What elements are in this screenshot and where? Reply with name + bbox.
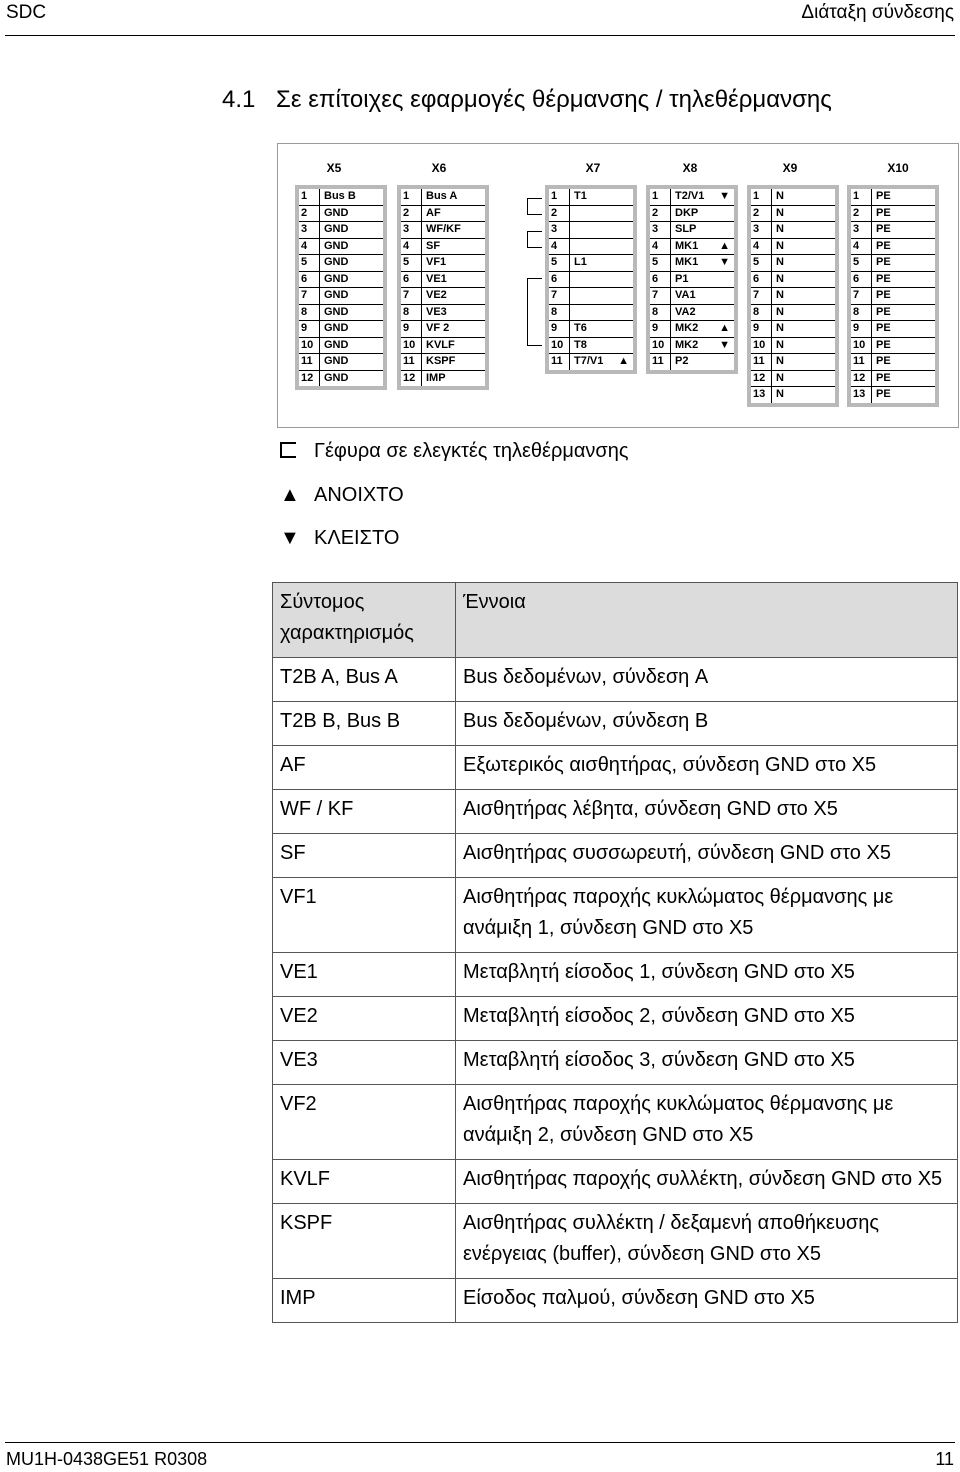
terminal-pin-number: 6	[851, 272, 872, 288]
footer-divider	[5, 1442, 955, 1443]
abbreviation-table	[272, 582, 958, 1323]
terminal-pin-number: 11	[751, 354, 772, 370]
terminal-pin-label: GND	[324, 272, 349, 285]
terminal-pin-label: IMP	[426, 371, 446, 384]
terminal-pin-number: 2	[299, 206, 320, 222]
terminal-pin-number: 8	[549, 305, 570, 321]
terminal-row	[401, 354, 485, 371]
terminal-pin-label: P2	[675, 355, 689, 367]
legend-bridge	[280, 440, 629, 463]
meaning-cell: Αισθητήρας παροχής κυκλώματος θέρμανσης με ανάμιξη 2, σύνδεση GND στο X5	[456, 1085, 958, 1160]
terminal-pin-number: 11	[650, 354, 671, 370]
terminal-pin-number: 3	[751, 222, 772, 238]
terminal-row	[299, 371, 383, 387]
terminal-row	[851, 354, 935, 371]
terminal-pin-label: Bus A	[426, 190, 458, 202]
terminal-pin-label: VE3	[426, 305, 447, 318]
terminal-pin-label	[570, 272, 633, 288]
terminal-pin-number: 8	[401, 305, 422, 321]
terminal-row	[751, 189, 835, 206]
terminal-pin-label: MK2	[675, 338, 699, 351]
terminal-row	[549, 338, 633, 355]
terminal-pin-number: 7	[401, 288, 422, 304]
terminal-pin-label	[570, 305, 633, 321]
terminal-pin-label	[570, 222, 633, 238]
terminal-pin-label: MK1	[675, 239, 699, 252]
terminal-row	[299, 222, 383, 239]
terminal-pin-label: T2/V1	[675, 190, 705, 202]
terminal-row	[401, 255, 485, 272]
terminal-pin-label: N	[776, 223, 784, 235]
terminal-row	[751, 272, 835, 289]
terminal-row	[401, 189, 485, 206]
terminal-row	[549, 272, 633, 289]
terminal-pin-label	[570, 206, 633, 222]
terminal-pin-number: 11	[851, 354, 872, 370]
meaning-cell: Μεταβλητή είσοδος 2, σύνδεση GND στο X5	[456, 997, 958, 1041]
terminal-pin-label: N	[776, 289, 784, 301]
terminal-block-x5	[295, 185, 387, 390]
table-row	[273, 1160, 958, 1204]
terminal-pin-label: P1	[675, 272, 689, 285]
terminal-pin-label: N	[776, 206, 784, 219]
terminal-pin-number: 9	[401, 321, 422, 337]
terminal-pin-label: PE	[876, 256, 891, 268]
terminal-row	[650, 239, 734, 256]
terminal-pin-label: Bus B	[324, 190, 356, 202]
terminal-pin-label: SF	[426, 239, 441, 252]
terminal-pin-number: 10	[851, 338, 872, 354]
terminal-row	[401, 222, 485, 239]
legend-open	[280, 484, 404, 507]
terminal-pin-number: 4	[851, 239, 872, 255]
terminal-row	[299, 305, 383, 322]
terminal-row	[299, 321, 383, 338]
terminal-pin-label: PE	[876, 322, 891, 334]
terminal-pin-number: 3	[299, 222, 320, 238]
terminal-pin-number: 3	[401, 222, 422, 238]
terminal-row	[549, 239, 633, 256]
terminal-pin-number: 2	[401, 206, 422, 222]
terminal-pin-number: 4	[751, 239, 772, 255]
terminal-pin-label: PE	[876, 239, 891, 252]
terminal-label-x5: X5	[326, 161, 342, 175]
table-header-meaning: Έννοια	[456, 583, 958, 658]
terminal-pin-number: 12	[299, 371, 320, 387]
section-title-text: Σε επίτοιχες εφαρμογές θέρμανσης / τηλεθέρμανσης	[276, 86, 832, 113]
arrow-down-icon: ▼	[280, 527, 300, 549]
terminal-row	[650, 272, 734, 289]
terminal-row	[751, 255, 835, 272]
terminal-pin-number: 6	[299, 272, 320, 288]
terminal-row	[751, 222, 835, 239]
section-title	[222, 86, 832, 114]
meaning-cell: Αισθητήρας συσσωρευτή, σύνδεση GND στο X5	[456, 834, 958, 878]
arrow-down-icon: ▼	[719, 256, 730, 268]
terminal-row	[549, 305, 633, 322]
arrow-up-icon: ▲	[618, 355, 629, 367]
terminal-pin-label: N	[776, 322, 784, 334]
terminal-pin-label: VE2	[426, 289, 447, 301]
terminal-pin-number: 8	[650, 305, 671, 321]
table-row	[273, 1041, 958, 1085]
terminal-row	[650, 338, 734, 355]
meaning-cell: Αισθητήρας λέβητα, σύνδεση GND στο X5	[456, 790, 958, 834]
terminal-pin-label: PE	[876, 388, 891, 400]
table-row	[273, 1085, 958, 1160]
terminal-pin-label: T7/V1	[574, 355, 604, 367]
terminal-row	[851, 272, 935, 289]
meaning-cell: Bus δεδομένων, σύνδεση B	[456, 702, 958, 746]
terminal-pin-number: 12	[401, 371, 422, 387]
abbr-cell: KSPF	[273, 1204, 456, 1279]
terminal-row	[549, 255, 633, 272]
meaning-cell: Εξωτερικός αισθητήρας, σύνδεση GND στο X5	[456, 746, 958, 790]
terminal-pin-label: PE	[876, 371, 891, 384]
terminal-pin-label: GND	[324, 305, 349, 318]
bridge-6-9	[527, 278, 542, 346]
terminal-pin-label	[570, 239, 633, 255]
terminal-pin-number: 10	[751, 338, 772, 354]
terminal-pin-number: 13	[751, 387, 772, 403]
terminal-row	[851, 206, 935, 223]
terminal-pin-number: 12	[851, 371, 872, 387]
terminal-pin-number: 4	[299, 239, 320, 255]
terminal-row	[549, 189, 633, 206]
arrow-down-icon: ▼	[719, 190, 730, 202]
terminal-row	[751, 354, 835, 371]
terminal-row	[851, 387, 935, 403]
terminal-pin-label: PE	[876, 355, 891, 367]
terminal-pin-number: 10	[401, 338, 422, 354]
terminal-pin-label: GND	[324, 206, 349, 219]
terminal-row	[299, 288, 383, 305]
terminal-pin-number: 1	[650, 189, 671, 205]
terminal-row	[401, 239, 485, 256]
terminal-row	[401, 305, 485, 322]
terminal-row	[401, 272, 485, 289]
terminal-pin-label: N	[776, 338, 784, 351]
terminal-pin-label: KSPF	[426, 355, 456, 367]
terminal-pin-label: VF1	[426, 256, 447, 268]
terminal-row	[299, 206, 383, 223]
terminal-pin-label: VA2	[675, 305, 696, 318]
terminal-pin-number: 4	[401, 239, 422, 255]
terminal-row	[851, 288, 935, 305]
terminal-pin-label: GND	[324, 355, 349, 367]
terminal-row	[549, 321, 633, 338]
terminal-pin-label: N	[776, 256, 784, 268]
terminal-row	[851, 239, 935, 256]
terminal-pin-number: 2	[751, 206, 772, 222]
terminal-pin-number: 1	[299, 189, 320, 205]
terminal-pin-number: 9	[650, 321, 671, 337]
terminal-row	[851, 189, 935, 206]
terminal-pin-number: 13	[851, 387, 872, 403]
terminal-row	[650, 189, 734, 206]
bridge-3-4	[527, 231, 542, 248]
meaning-cell: Μεταβλητή είσοδος 1, σύνδεση GND στο X5	[456, 953, 958, 997]
terminal-block-x9	[747, 185, 839, 407]
terminal-pin-number: 7	[549, 288, 570, 304]
terminal-pin-number: 5	[401, 255, 422, 271]
terminal-row	[650, 222, 734, 239]
terminal-pin-number: 1	[851, 189, 872, 205]
terminal-pin-label: AF	[426, 206, 441, 219]
abbr-cell: SF	[273, 834, 456, 878]
table-row	[273, 997, 958, 1041]
table-row	[273, 702, 958, 746]
terminal-pin-label: VE1	[426, 272, 447, 285]
arrow-up-icon: ▲	[719, 322, 730, 334]
terminal-row	[751, 387, 835, 403]
meaning-cell: Αισθητήρας συλλέκτη / δεξαμενή αποθήκευσης ενέργειας (buffer), σύνδεση GND στο X5	[456, 1204, 958, 1279]
table-header-abbr: Σύντομος χαρακτηρισμός	[273, 583, 456, 658]
terminal-pin-number: 10	[650, 338, 671, 354]
table-row	[273, 790, 958, 834]
terminal-row	[299, 239, 383, 256]
terminal-pin-label: N	[776, 272, 784, 285]
terminal-pin-number: 5	[751, 255, 772, 271]
terminal-pin-number: 8	[751, 305, 772, 321]
terminal-pin-label: PE	[876, 223, 891, 235]
terminal-row	[851, 255, 935, 272]
terminal-row	[751, 305, 835, 322]
terminal-row	[851, 338, 935, 355]
terminal-pin-label: T8	[574, 338, 587, 351]
terminal-row	[549, 354, 633, 370]
terminal-pin-number: 5	[299, 255, 320, 271]
terminal-pin-label: DKP	[675, 206, 699, 219]
terminal-row	[851, 305, 935, 322]
arrow-up-icon: ▲	[719, 239, 730, 252]
meaning-cell: Αισθητήρας παροχής συλλέκτη, σύνδεση GND στο X5	[456, 1160, 958, 1204]
terminal-pin-number: 11	[549, 354, 570, 370]
table-row	[273, 1204, 958, 1279]
terminal-pin-number: 4	[549, 239, 570, 255]
terminal-row	[299, 338, 383, 355]
legend-bridge-text: Γέφυρα σε ελεγκτές τηλεθέρμανσης	[314, 440, 629, 462]
terminal-pin-label: SLP	[675, 223, 697, 235]
terminal-pin-label: PE	[876, 289, 891, 301]
legend-close	[280, 527, 399, 550]
arrow-down-icon: ▼	[719, 338, 730, 351]
terminal-pin-label: N	[776, 190, 784, 202]
terminal-row	[751, 288, 835, 305]
meaning-cell: Bus δεδομένων, σύνδεση A	[456, 658, 958, 702]
terminal-row	[851, 371, 935, 388]
abbr-cell: VE3	[273, 1041, 456, 1085]
table-row	[273, 658, 958, 702]
terminal-pin-number: 9	[851, 321, 872, 337]
terminal-diagram	[277, 143, 959, 428]
terminal-row	[751, 206, 835, 223]
terminal-row	[401, 321, 485, 338]
terminal-pin-number: 10	[299, 338, 320, 354]
table-header-row	[273, 583, 958, 658]
terminal-row	[401, 288, 485, 305]
terminal-pin-number: 3	[851, 222, 872, 238]
bridge-1-2	[527, 198, 542, 215]
table-row	[273, 1279, 958, 1323]
terminal-label-x6: X6	[431, 161, 447, 175]
meaning-cell: Αισθητήρας παροχής κυκλώματος θέρμανσης με ανάμιξη 1, σύνδεση GND στο X5	[456, 878, 958, 953]
terminal-pin-number: 1	[751, 189, 772, 205]
table-row	[273, 878, 958, 953]
abbr-cell: VF2	[273, 1085, 456, 1160]
terminal-label-x8: X8	[682, 161, 698, 175]
terminal-row	[650, 255, 734, 272]
header-product: SDC	[6, 2, 47, 23]
terminal-pin-number: 4	[650, 239, 671, 255]
terminal-pin-label: N	[776, 371, 784, 384]
terminal-pin-number: 6	[549, 272, 570, 288]
abbr-cell: T2B A, Bus A	[273, 658, 456, 702]
terminal-pin-number: 1	[549, 189, 570, 205]
terminal-row	[401, 338, 485, 355]
terminal-pin-label: GND	[324, 239, 349, 252]
terminal-pin-number: 2	[851, 206, 872, 222]
terminal-pin-number: 5	[650, 255, 671, 271]
terminal-pin-number: 12	[751, 371, 772, 387]
terminal-pin-number: 2	[549, 206, 570, 222]
terminal-row	[751, 371, 835, 388]
abbr-cell: KVLF	[273, 1160, 456, 1204]
abbr-cell: WF / KF	[273, 790, 456, 834]
terminal-pin-number: 6	[650, 272, 671, 288]
terminal-pin-number: 11	[401, 354, 422, 370]
terminal-pin-number: 2	[650, 206, 671, 222]
terminal-pin-number: 3	[549, 222, 570, 238]
terminal-pin-label: N	[776, 305, 784, 318]
terminal-row	[401, 371, 485, 387]
terminal-row	[751, 239, 835, 256]
terminal-pin-label: L1	[574, 256, 587, 268]
terminal-pin-label: VF 2	[426, 322, 450, 334]
terminal-row	[650, 354, 734, 370]
table-row	[273, 746, 958, 790]
header-chapter: Διάταξη σύνδεσης	[801, 2, 954, 23]
terminal-pin-label: GND	[324, 322, 349, 334]
terminal-pin-label: GND	[324, 338, 349, 351]
terminal-pin-label: PE	[876, 206, 891, 219]
terminal-pin-number: 7	[650, 288, 671, 304]
terminal-row	[851, 222, 935, 239]
bridge-icon	[280, 442, 296, 458]
terminal-row	[751, 338, 835, 355]
terminal-block-x6	[397, 185, 489, 390]
abbr-cell: IMP	[273, 1279, 456, 1323]
terminal-block-x10	[847, 185, 939, 407]
terminal-pin-label: PE	[876, 305, 891, 318]
terminal-pin-number: 5	[851, 255, 872, 271]
terminal-pin-label: PE	[876, 272, 891, 285]
terminal-pin-number: 6	[751, 272, 772, 288]
meaning-cell: Είσοδος παλμού, σύνδεση GND στο X5	[456, 1279, 958, 1323]
terminal-pin-label: T6	[574, 322, 587, 334]
terminal-pin-label: PE	[876, 190, 891, 202]
header-divider	[5, 35, 955, 36]
terminal-pin-label: GND	[324, 256, 349, 268]
terminal-pin-number: 7	[851, 288, 872, 304]
terminal-pin-label: VA1	[675, 289, 696, 301]
terminal-pin-label: PE	[876, 338, 891, 351]
terminal-pin-number: 6	[401, 272, 422, 288]
terminal-block-x8	[646, 185, 738, 374]
terminal-pin-label	[570, 288, 633, 304]
legend-close-text: ΚΛΕΙΣΤΟ	[314, 527, 400, 549]
terminal-pin-number: 9	[549, 321, 570, 337]
terminal-label-x10: X10	[887, 161, 909, 175]
terminal-row	[549, 206, 633, 223]
terminal-pin-number: 5	[549, 255, 570, 271]
terminal-pin-number: 8	[851, 305, 872, 321]
abbr-cell: VE2	[273, 997, 456, 1041]
terminal-row	[549, 288, 633, 305]
terminal-row	[299, 189, 383, 206]
terminal-label-x9: X9	[782, 161, 798, 175]
table-row	[273, 953, 958, 997]
terminal-pin-label: T1	[574, 190, 587, 202]
terminal-pin-label: KVLF	[426, 338, 455, 351]
terminal-pin-label: GND	[324, 289, 349, 301]
terminal-pin-number: 9	[299, 321, 320, 337]
terminal-pin-number: 7	[751, 288, 772, 304]
terminal-pin-label: MK2	[675, 322, 699, 334]
terminal-pin-number: 11	[299, 354, 320, 370]
meaning-cell: Μεταβλητή είσοδος 3, σύνδεση GND στο X5	[456, 1041, 958, 1085]
terminal-pin-label: N	[776, 388, 784, 400]
terminal-row	[299, 354, 383, 371]
terminal-pin-number: 8	[299, 305, 320, 321]
terminal-row	[299, 272, 383, 289]
abbr-cell: AF	[273, 746, 456, 790]
terminal-row	[299, 255, 383, 272]
abbr-cell: VF1	[273, 878, 456, 953]
terminal-row	[650, 206, 734, 223]
terminal-block-x7	[545, 185, 637, 374]
section-number: 4.1	[222, 86, 256, 113]
abbr-cell: T2B B, Bus B	[273, 702, 456, 746]
arrow-up-icon: ▲	[280, 484, 300, 506]
terminal-row	[650, 305, 734, 322]
abbr-cell: VE1	[273, 953, 456, 997]
terminal-pin-label: N	[776, 355, 784, 367]
terminal-pin-number: 7	[299, 288, 320, 304]
terminal-pin-number: 3	[650, 222, 671, 238]
terminal-row	[549, 222, 633, 239]
footer-doc-id: MU1H-0438GE51 R0308	[6, 1449, 208, 1469]
terminal-pin-number: 9	[751, 321, 772, 337]
terminal-row	[851, 321, 935, 338]
terminal-pin-label: WF/KF	[426, 223, 461, 235]
terminal-pin-label: MK1	[675, 256, 699, 268]
terminal-row	[650, 321, 734, 338]
terminal-row	[401, 206, 485, 223]
terminal-pin-label: GND	[324, 223, 349, 235]
table-row	[273, 834, 958, 878]
terminal-pin-number: 1	[401, 189, 422, 205]
terminal-row	[751, 321, 835, 338]
terminal-label-x7: X7	[585, 161, 601, 175]
legend-open-text: ΑΝΟΙΧΤΟ	[314, 484, 404, 506]
terminal-pin-label: GND	[324, 371, 349, 384]
terminal-pin-number: 10	[549, 338, 570, 354]
terminal-row	[650, 288, 734, 305]
terminal-pin-label: N	[776, 239, 784, 252]
page-number: 11	[935, 1449, 954, 1469]
